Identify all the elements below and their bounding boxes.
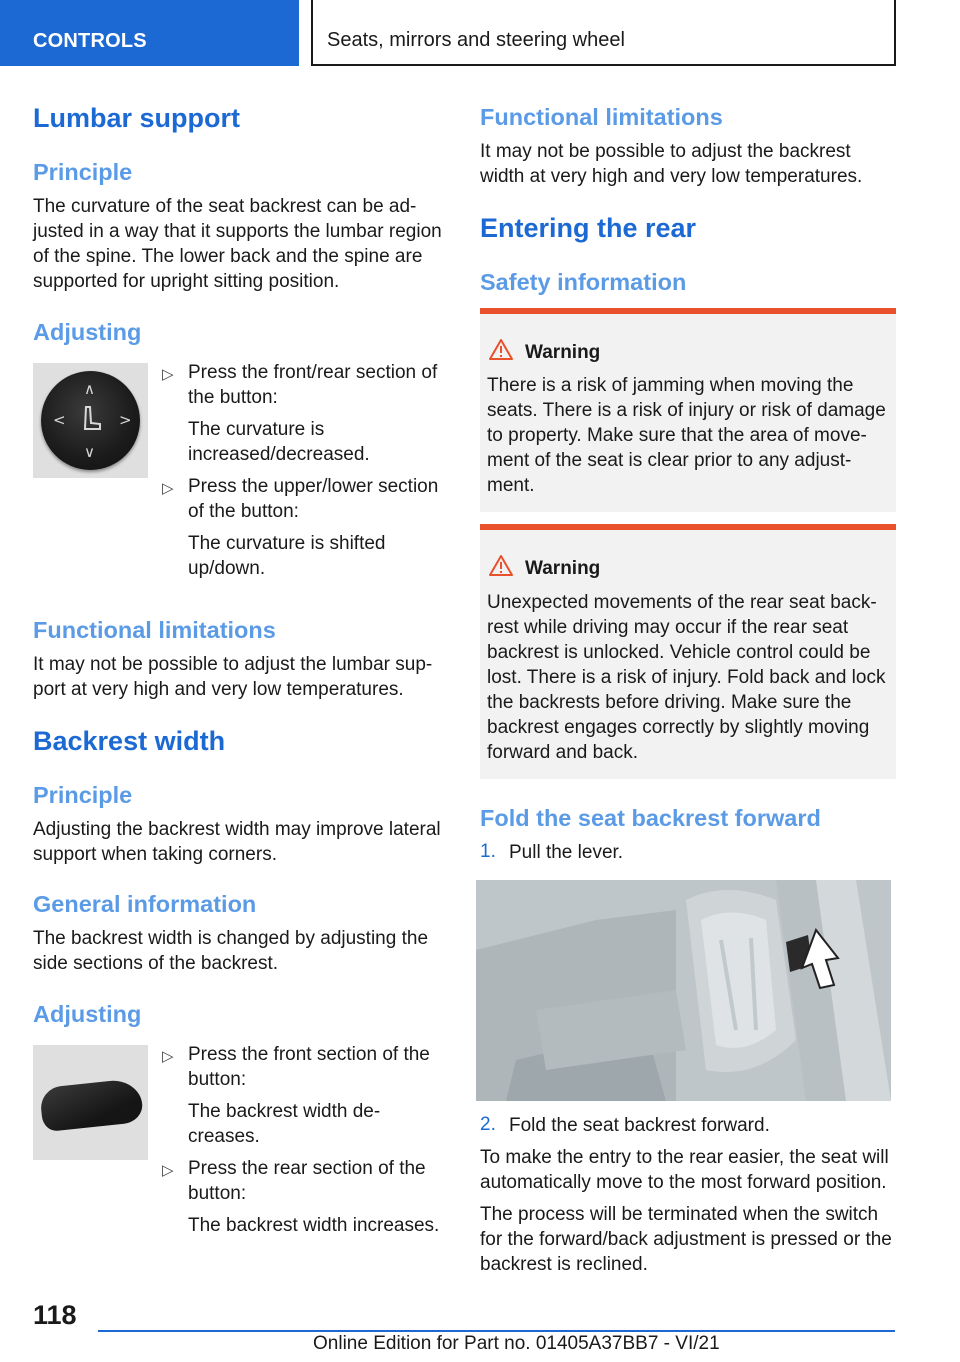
heading-adjusting-2: Adjusting — [33, 1001, 142, 1027]
step-2-number: 2. — [480, 1114, 496, 1135]
heading-adjusting: Adjusting — [33, 319, 142, 345]
warning-triangle-icon — [488, 338, 514, 361]
arrow-left-icon: < — [53, 411, 66, 429]
heading-lumbar-support: Lumbar support — [33, 103, 240, 133]
seat-photo-illustration — [476, 880, 891, 1101]
arrow-down-icon: ∨ — [84, 443, 95, 461]
entry-paragraph-2: The process will be terminated when the switch for the forward/back adjustment is pressed or the backrest is reclined. — [480, 1204, 892, 1275]
principle-text: The curvature of the seat backrest can be ad-justed in a way that it supports the lumbar region of the spine. The lower back and the spine are supported for upright sitting position. — [33, 196, 442, 292]
lumbar-step-1-action: Press the front/rear section of the button: — [188, 362, 438, 408]
lumbar-step-2-action: Press the upper/lower section of the button: — [188, 476, 439, 522]
lumbar-button-image — [33, 363, 148, 478]
footer-divider — [98, 1330, 895, 1332]
heading-principle: Principle — [33, 159, 133, 185]
seat-lever-photo — [476, 880, 891, 1101]
functional-limitations-right-text: It may not be possible to adjust the backrest width at very high and very low temperatures. — [480, 141, 863, 187]
step-1-text: Pull the lever. — [509, 842, 624, 863]
warning-2-text: Unexpected movements of the rear seat back-rest while driving may occur if the rear seat backrest is unlocked. Vehicle control could be lost. There is a risk of injury. Fold back and lock the backrests before driving. Make sure the backrest engages correctly by slightly moving forward and back. — [487, 592, 886, 763]
heading-functional-limitations: Functional limitations — [33, 617, 276, 643]
arrow-up-icon: ∧ — [84, 380, 95, 398]
arrow-right-icon: > — [119, 411, 132, 429]
warning-triangle-icon — [488, 554, 514, 577]
chapter-header — [311, 0, 896, 66]
heading-entering-the-rear: Entering the rear — [480, 213, 697, 243]
principle-2-text: Adjusting the backrest width may improve lateral support when taking corners. — [33, 819, 441, 865]
width-step-1-action: Press the front section of the button: — [188, 1044, 430, 1090]
bullet-icon: ▷ — [162, 1047, 174, 1065]
lumbar-step-1-result: The curvature is increased/decreased. — [188, 419, 370, 465]
footer-edition: Online Edition for Part no. 01405A37BB7 - VI/21 — [313, 1333, 720, 1354]
warning-box-1 — [480, 308, 896, 512]
section-label: CONTROLS — [33, 30, 147, 52]
heading-general-information: General information — [33, 891, 257, 917]
page-number: 118 — [33, 1300, 77, 1330]
backrest-width-button-image — [33, 1045, 148, 1160]
heading-fold-seat-backrest: Fold the seat backrest forward — [480, 805, 821, 831]
bullet-icon: ▷ — [162, 479, 174, 497]
entry-paragraph-1: To make the entry to the rear easier, the seat will automatically move to the most forward position. — [480, 1147, 889, 1193]
bullet-icon: ▷ — [162, 1161, 174, 1179]
width-step-1-result: The backrest width de-creases. — [188, 1101, 381, 1147]
section-tab — [0, 0, 299, 66]
lumbar-step-2-result: The curvature is shifted up/down. — [188, 533, 386, 579]
heading-backrest-width: Backrest width — [33, 726, 226, 756]
warning-1-text: There is a risk of jamming when moving the seats. There is a risk of injury or risk of damage to property. Make sure that the area of move-ment of the seat is clear prior to any adjust-ment. — [487, 375, 886, 496]
backrest-width-button-graphic — [39, 1078, 144, 1132]
warning-box-2 — [480, 524, 896, 779]
heading-safety-information: Safety information — [480, 269, 687, 295]
warning-1-title: Warning — [525, 342, 601, 363]
bullet-icon: ▷ — [162, 365, 174, 383]
general-information-text: The backrest width is changed by adjusting the side sections of the backrest. — [33, 928, 429, 974]
warning-2-title: Warning — [525, 558, 601, 579]
chapter-title: Seats, mirrors and steering wheel — [327, 29, 625, 51]
lumbar-button-graphic — [41, 371, 140, 470]
heading-principle-2: Principle — [33, 782, 133, 808]
step-1-number: 1. — [480, 841, 496, 862]
heading-functional-limitations-right: Functional limitations — [480, 104, 723, 130]
seat-icon — [79, 405, 103, 435]
functional-limitations-text: It may not be possible to adjust the lumbar sup-port at very high and very low temperatures. — [33, 654, 433, 700]
step-2-text: Fold the seat backrest forward. — [509, 1115, 770, 1136]
width-step-2-result: The backrest width increases. — [188, 1215, 440, 1236]
width-step-2-action: Press the rear section of the button: — [188, 1158, 426, 1204]
